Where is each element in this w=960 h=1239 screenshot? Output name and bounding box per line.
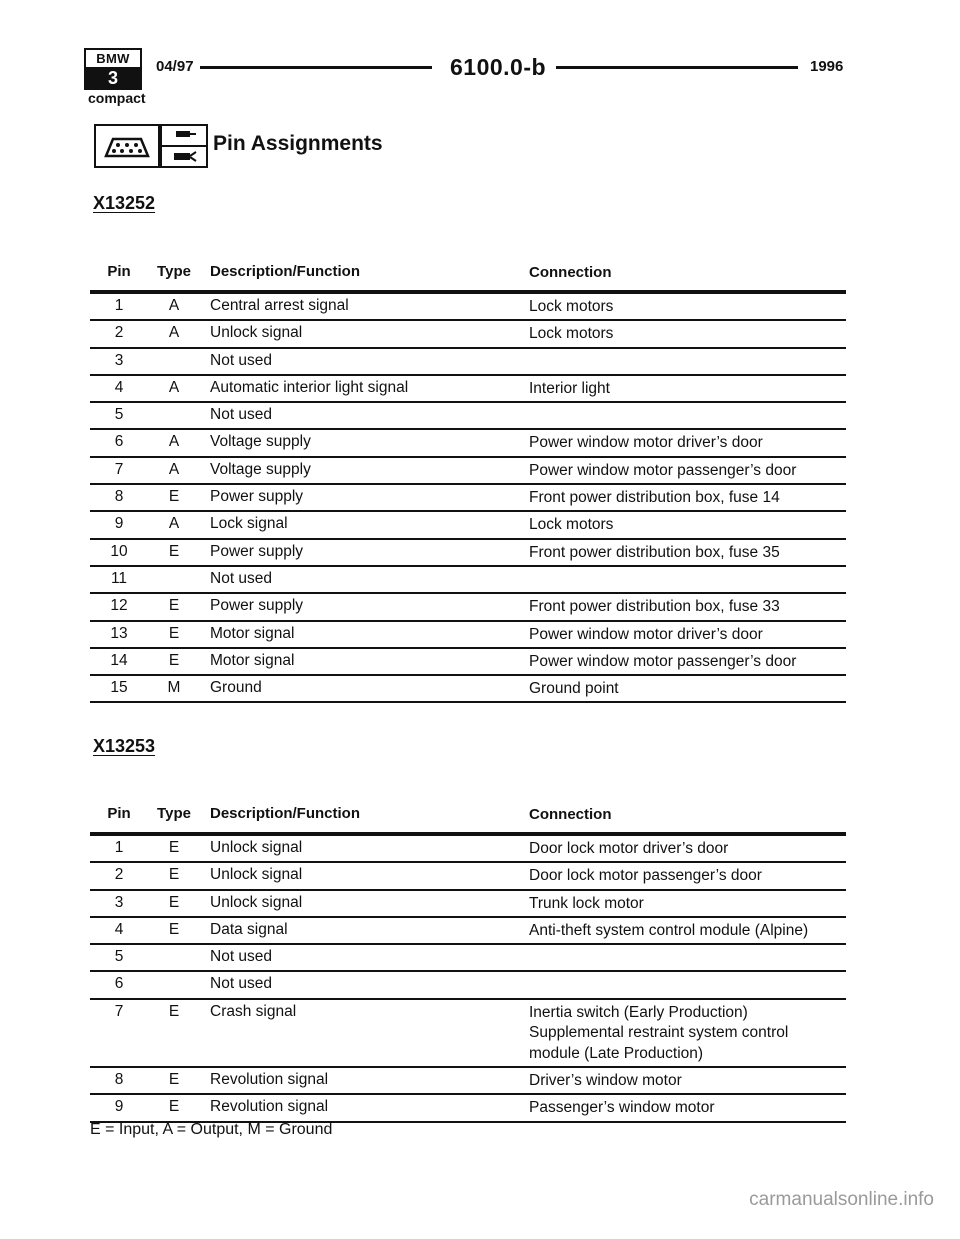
table-row bbox=[90, 836, 846, 863]
table-row bbox=[90, 594, 846, 621]
pin-cell: 5 bbox=[114, 948, 124, 966]
pin-cell: 3 bbox=[114, 351, 124, 369]
table-row bbox=[90, 294, 846, 321]
header-year: 1996 bbox=[810, 58, 844, 75]
description-cell: Unlock signal bbox=[210, 839, 303, 856]
connection-cell: Lock motors bbox=[529, 516, 614, 534]
description-cell: Not used bbox=[210, 569, 273, 587]
table-row bbox=[90, 512, 846, 539]
description-cell: Power supply bbox=[210, 597, 304, 615]
table-row bbox=[90, 676, 846, 703]
table-row bbox=[90, 649, 846, 676]
table-row bbox=[90, 403, 846, 430]
connection-cell: Lock motors bbox=[529, 325, 614, 343]
type-cell: E bbox=[168, 651, 180, 669]
bmw-3-logo bbox=[84, 48, 142, 90]
connector-id-x13252: X13252 bbox=[93, 193, 156, 213]
table-row bbox=[90, 1000, 846, 1068]
pin-cell: 3 bbox=[114, 893, 124, 911]
connection-cell: Ground point bbox=[529, 680, 619, 698]
pin-cell: 13 bbox=[110, 624, 128, 642]
table-row bbox=[90, 567, 846, 594]
table-header bbox=[90, 262, 846, 290]
col-connection-header: Connection bbox=[529, 264, 612, 281]
connector-icon bbox=[94, 124, 160, 168]
type-cell: A bbox=[168, 460, 180, 478]
pin-cell: 9 bbox=[114, 1098, 124, 1116]
connection-cell: Power window motor passenger’s door bbox=[529, 652, 797, 670]
description-cell: Power supply bbox=[210, 542, 304, 560]
type-cell: A bbox=[168, 515, 180, 533]
description-cell: Motor signal bbox=[210, 624, 295, 642]
pin-cell: 4 bbox=[114, 920, 124, 938]
pin-cell: 6 bbox=[114, 975, 124, 993]
type-cell: M bbox=[167, 679, 181, 697]
description-cell: Crash signal bbox=[210, 1002, 297, 1020]
pin-cell: 2 bbox=[114, 324, 124, 342]
description-cell: Voltage supply bbox=[210, 460, 311, 478]
table-row bbox=[90, 918, 846, 945]
connection-cell: Front power distribution box, fuse 14 bbox=[529, 489, 780, 507]
connection-cell: Driver’s window motor bbox=[529, 1072, 682, 1090]
type-cell: E bbox=[168, 1071, 180, 1089]
type-cell: E bbox=[168, 920, 180, 938]
logo-model: compact bbox=[88, 90, 146, 106]
connector-id-x13253: X13253 bbox=[93, 736, 156, 756]
pin-cell: 2 bbox=[114, 866, 124, 884]
type-cell: E bbox=[168, 839, 180, 856]
description-cell: Ground bbox=[210, 679, 262, 697]
col-pin-header: Pin bbox=[107, 263, 131, 280]
description-cell: Not used bbox=[210, 406, 273, 424]
description-cell: Revolution signal bbox=[210, 1098, 329, 1116]
document-code: 6100.0-b bbox=[450, 54, 547, 80]
table-row bbox=[90, 321, 846, 348]
pin-cell: 1 bbox=[114, 297, 124, 314]
col-description-header: Description/Function bbox=[210, 263, 360, 280]
connection-cell: Door lock motor driver’s door bbox=[529, 840, 729, 857]
col-connection-header: Connection bbox=[529, 806, 612, 823]
pin-socket-icon bbox=[160, 124, 208, 168]
pin-cell: 11 bbox=[110, 569, 128, 587]
header-rule-left bbox=[200, 66, 432, 69]
watermark: carmanualsonline.info bbox=[749, 1189, 934, 1210]
table-row bbox=[90, 376, 846, 403]
table-row bbox=[90, 891, 846, 918]
table-body bbox=[90, 294, 846, 703]
table-header bbox=[90, 804, 846, 832]
pin-cell: 12 bbox=[110, 597, 128, 615]
table-row bbox=[90, 430, 846, 457]
table-row bbox=[90, 622, 846, 649]
connection-cell: Front power distribution box, fuse 33 bbox=[529, 598, 780, 616]
table-body bbox=[90, 836, 846, 1123]
pin-cell: 1 bbox=[114, 839, 124, 856]
table-row bbox=[90, 485, 846, 512]
type-cell: A bbox=[168, 378, 180, 396]
table-row bbox=[90, 945, 846, 972]
pin-cell: 9 bbox=[114, 515, 124, 533]
type-cell: A bbox=[168, 297, 180, 314]
description-cell: Power supply bbox=[210, 488, 304, 506]
table-row bbox=[90, 540, 846, 567]
description-cell: Data signal bbox=[210, 920, 288, 938]
col-type-header: Type bbox=[157, 263, 191, 280]
connection-cell: Anti-theft system control module (Alpine) bbox=[529, 921, 809, 939]
type-cell: E bbox=[168, 597, 180, 615]
pin-table-x13252 bbox=[90, 262, 846, 703]
connection-cell: Power window motor driver’s door bbox=[529, 434, 763, 452]
logo-series: 3 bbox=[86, 69, 140, 88]
description-cell: Not used bbox=[210, 948, 273, 966]
table-row bbox=[90, 1068, 846, 1095]
description-cell: Not used bbox=[210, 351, 273, 369]
description-cell: Motor signal bbox=[210, 651, 295, 669]
type-cell: E bbox=[168, 866, 180, 884]
type-cell: E bbox=[168, 1002, 180, 1020]
logo-brand: BMW bbox=[86, 50, 140, 69]
pin-cell: 6 bbox=[114, 433, 124, 451]
type-cell: E bbox=[168, 893, 180, 911]
table-row bbox=[90, 972, 846, 999]
description-cell: Central arrest signal bbox=[210, 297, 349, 314]
description-cell: Revolution signal bbox=[210, 1071, 329, 1089]
description-cell: Unlock signal bbox=[210, 866, 303, 884]
pin-table-x13253 bbox=[90, 804, 846, 1123]
pin-cell: 8 bbox=[114, 1071, 124, 1089]
connection-cell: Power window motor passenger’s door bbox=[529, 461, 797, 479]
type-legend-note: E = Input, A = Output, M = Ground bbox=[90, 1121, 333, 1138]
description-cell: Unlock signal bbox=[210, 324, 303, 342]
pin-cell: 14 bbox=[110, 651, 128, 669]
pin-cell: 7 bbox=[114, 460, 124, 478]
header-date: 04/97 bbox=[156, 58, 194, 75]
type-cell: A bbox=[168, 433, 180, 451]
description-cell: Voltage supply bbox=[210, 433, 311, 451]
description-cell: Unlock signal bbox=[210, 893, 303, 911]
connection-cell: Passenger’s window motor bbox=[529, 1099, 715, 1117]
col-description-header: Description/Function bbox=[210, 805, 360, 822]
connection-cell: Door lock motor passenger’s door bbox=[529, 867, 762, 885]
table-row bbox=[90, 458, 846, 485]
table-row bbox=[90, 863, 846, 890]
table-row bbox=[90, 349, 846, 376]
pin-cell: 10 bbox=[110, 542, 128, 560]
connection-cell: Power window motor driver’s door bbox=[529, 625, 763, 643]
col-pin-header: Pin bbox=[107, 805, 131, 822]
type-cell: A bbox=[168, 324, 180, 342]
type-cell: E bbox=[168, 1098, 180, 1116]
type-cell: E bbox=[168, 488, 180, 506]
description-cell: Not used bbox=[210, 975, 273, 993]
type-cell: E bbox=[168, 542, 180, 560]
description-cell: Lock signal bbox=[210, 515, 288, 533]
connection-cell: Interior light bbox=[529, 379, 610, 397]
header-rule-right bbox=[556, 66, 798, 69]
pin-cell: 5 bbox=[114, 406, 124, 424]
connection-cell: Front power distribution box, fuse 35 bbox=[529, 543, 780, 561]
page-title: Pin Assignments bbox=[213, 132, 383, 155]
connection-cell: Inertia switch (Early Production) Supplemental restraint system control module (Late Production) bbox=[529, 1003, 789, 1062]
pin-cell: 4 bbox=[114, 378, 124, 396]
pin-cell: 15 bbox=[110, 679, 128, 697]
pin-cell: 7 bbox=[114, 1002, 124, 1020]
col-type-header: Type bbox=[157, 805, 191, 822]
type-cell: E bbox=[168, 624, 180, 642]
connection-cell: Lock motors bbox=[529, 298, 614, 315]
pin-cell: 8 bbox=[114, 488, 124, 506]
connection-cell: Trunk lock motor bbox=[529, 894, 644, 912]
description-cell: Automatic interior light signal bbox=[210, 378, 409, 396]
table-row bbox=[90, 1095, 846, 1122]
